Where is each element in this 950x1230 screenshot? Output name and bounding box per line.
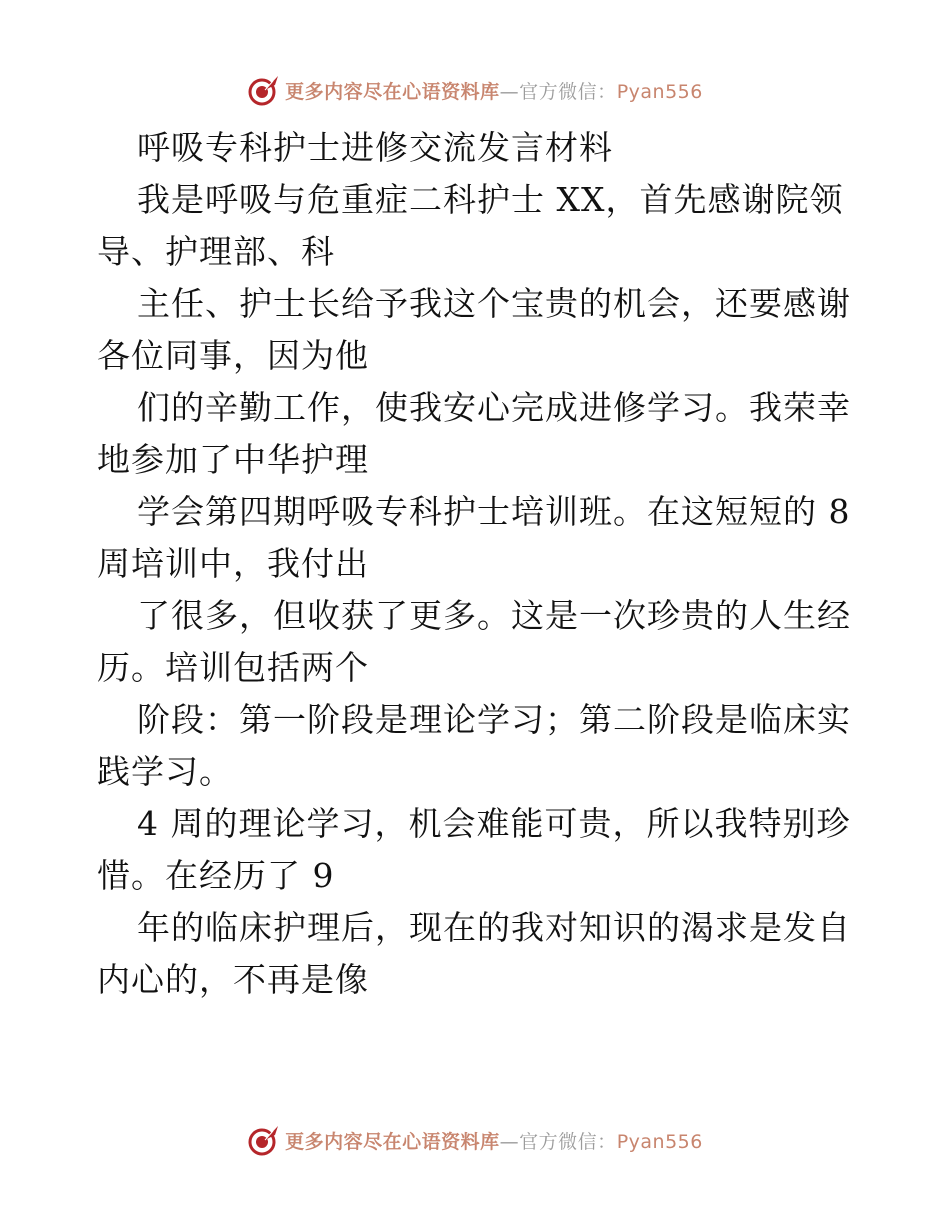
banner-wechat-label: 官方微信： bbox=[519, 1130, 617, 1153]
paragraph-line: 惜。在经历了 9 bbox=[97, 856, 335, 895]
quill-pen-logo-icon bbox=[247, 1123, 281, 1157]
paragraph-line: 我是呼吸与危重症二科护士 XX，首先感谢院领 bbox=[137, 180, 844, 219]
document-body bbox=[97, 122, 857, 1006]
paragraph-line: 内心的，不再是像 bbox=[97, 960, 369, 999]
header-banner bbox=[0, 70, 950, 110]
document-title: 呼吸专科护士进修交流发言材料 bbox=[137, 128, 613, 167]
banner-text bbox=[285, 1127, 703, 1154]
banner-wechat-label: 官方微信： bbox=[519, 80, 617, 103]
banner-dash: — bbox=[499, 1130, 520, 1153]
banner-text bbox=[285, 77, 703, 104]
paragraph-line: 周培训中，我付出 bbox=[97, 544, 369, 583]
banner-site-text: 更多内容尽在心语资料库 bbox=[285, 80, 500, 103]
paragraph-line: 地参加了中华护理 bbox=[97, 440, 369, 479]
paragraph-line: 4 周的理论学习，机会难能可贵，所以我特别珍 bbox=[137, 804, 851, 843]
paragraph-line: 导、护理部、科 bbox=[97, 232, 335, 271]
footer-banner bbox=[0, 1120, 950, 1160]
document-lines bbox=[97, 174, 857, 1006]
paragraph-line: 们的辛勤工作，使我安心完成进修学习。我荣幸 bbox=[137, 388, 851, 427]
paragraph-line: 主任、护士长给予我这个宝贵的机会，还要感谢 bbox=[137, 284, 851, 323]
banner-wechat-id: Pyan556 bbox=[616, 80, 703, 103]
paragraph-line: 各位同事，因为他 bbox=[97, 336, 369, 375]
paragraph-line: 学会第四期呼吸专科护士培训班。在这短短的 8 bbox=[137, 492, 851, 531]
paragraph-line: 践学习。 bbox=[97, 752, 233, 791]
banner-dash: — bbox=[499, 80, 520, 103]
banner-site-text: 更多内容尽在心语资料库 bbox=[285, 1130, 500, 1153]
paragraph-line: 阶段：第一阶段是理论学习；第二阶段是临床实 bbox=[137, 700, 851, 739]
paragraph-line: 年的临床护理后，现在的我对知识的渴求是发自 bbox=[137, 908, 851, 947]
banner-wechat-id: Pyan556 bbox=[616, 1130, 703, 1153]
paragraph-line: 了很多，但收获了更多。这是一次珍贵的人生经 bbox=[137, 596, 851, 635]
paragraph-line: 历。培训包括两个 bbox=[97, 648, 369, 687]
quill-pen-logo-icon bbox=[247, 73, 281, 107]
